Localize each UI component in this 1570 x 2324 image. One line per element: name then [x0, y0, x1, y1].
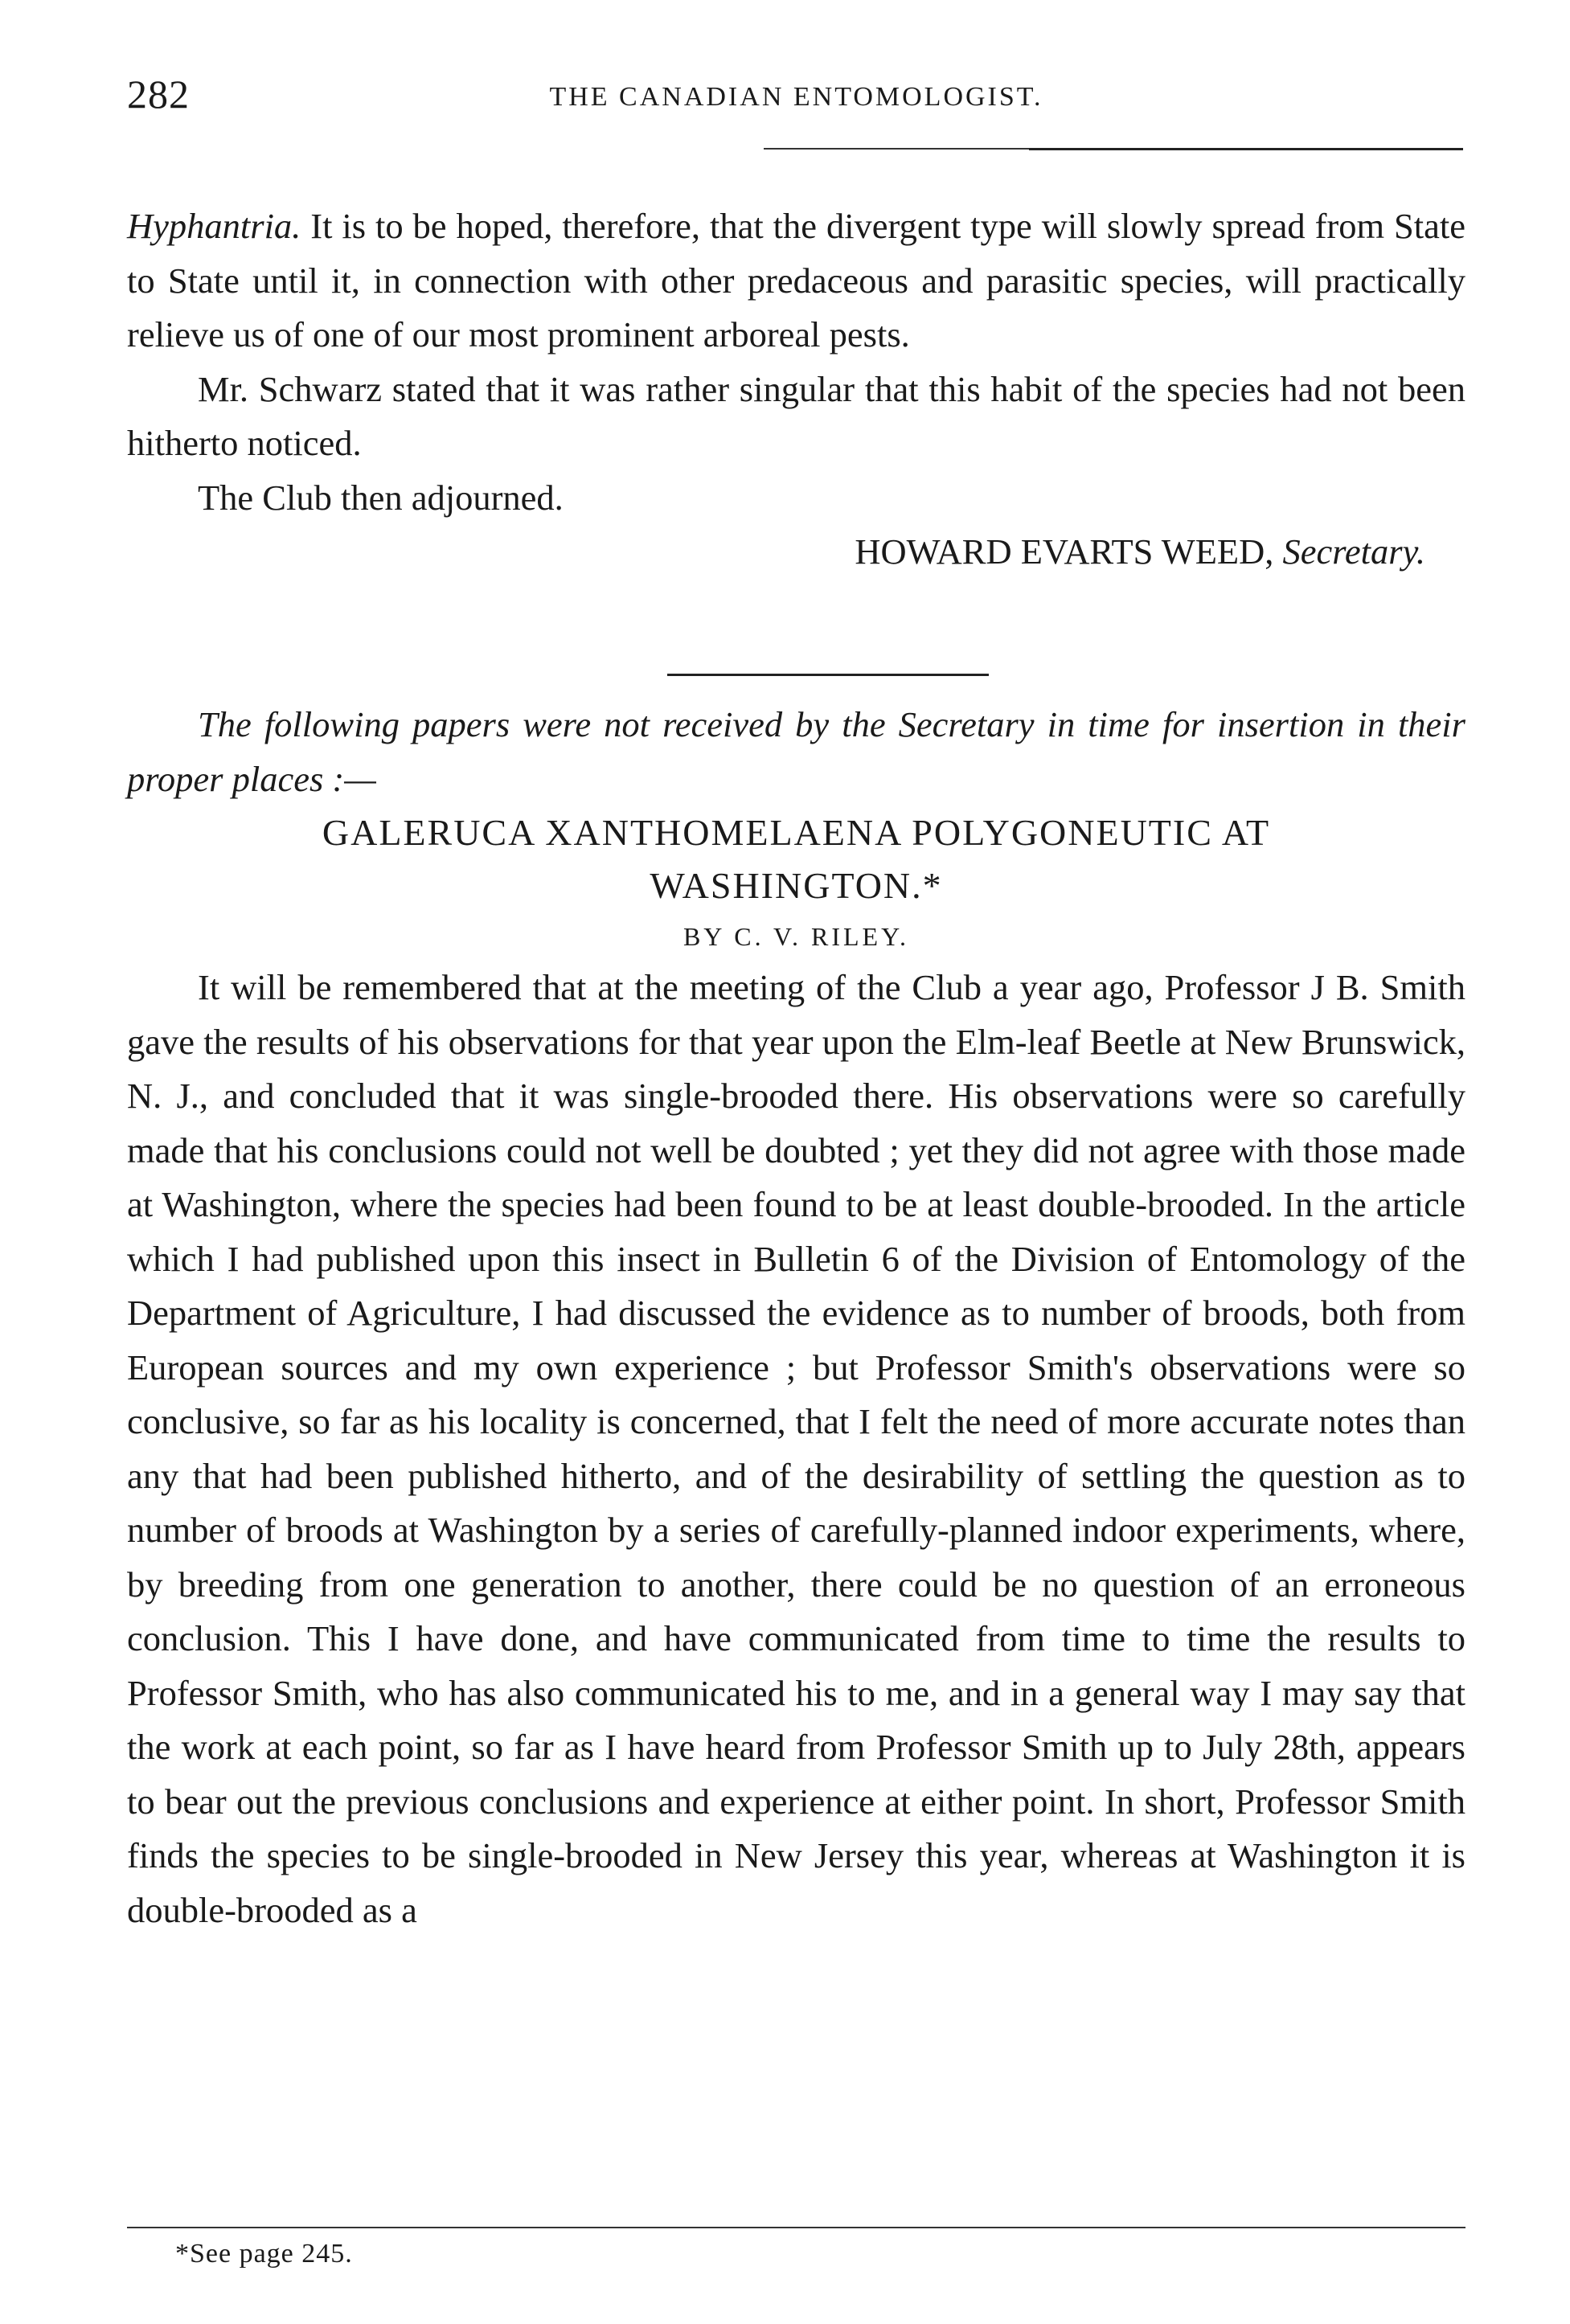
article-title-line-1: GALERUCA XANTHOMELAENA POLYGONEUTIC AT — [322, 812, 1271, 853]
article-body: It will be remembered that at the meeting of the Club a year ago, Professor J B. Smith gave the results of his observations for that year upon the Elm-leaf Beetle at New Brunswick, N. J., and concluded that it was single-brooded there. His observations were so carefully made that his conclusions could not well be doubted ; yet they did not agree with those made at Washington, where the species had been found to be at least double-brooded. In the article which I had published upon this insect in Bulletin 6 of the Division of Entomology of the Department of Agriculture, I had discussed the evidence as to number of broods, both from European sources and my own experience ; but Professor Smith's observations were so conclusive, so far as his locality is concerned, that I felt the need of more accurate notes than any that had been published hitherto, and of the desirability of settling the question as to number of broods at Washington by a series of carefully-planned indoor experiments, where, by breeding from one generation to another, there could be no question of an erroneous conclusion. This I have done, and have communicated from time to time the results to Professor Smith, who has also communicated his to me, and in a general way I may say that the work at each point, so far as I have heard from Professor Smith up to July 28th, appears to bear out the previous conclusions and experience at either point. In short, Professor Smith finds the species to be single-brooded in New Jersey this year, whereas at Washington it is double-brooded as a — [127, 967, 1465, 1930]
page-number: 282 — [127, 72, 190, 117]
secretary-signature: HOWARD EVARTS WEED, Secretary. — [855, 531, 1425, 572]
article-section — [127, 698, 1465, 1937]
intro-paragraph-2: Mr. Schwarz stated that it was rather singular that this habit of the species had not been hitherto noticed. — [127, 368, 1465, 463]
intro-paragraph-1: Hyphantria. It is to be hoped, therefore, that the divergent type will slowly spread from State to State until it, in connection with other predaceous and parasitic species, will practically relieve us of one of our most prominent arboreal pests. — [127, 206, 1465, 355]
footnote-rule — [127, 2227, 1465, 2228]
running-head: THE CANADIAN ENTOMOLOGIST. — [549, 82, 1043, 112]
article-title-line-2: WASHINGTON.* — [650, 865, 943, 906]
genus-name: Hyphantria. — [127, 206, 301, 246]
section-divider — [667, 674, 989, 676]
intro-paragraph-3: The Club then adjourned. — [198, 477, 564, 518]
intro-section — [127, 199, 1465, 580]
article-byline: BY C. V. RILEY. — [683, 922, 910, 951]
footnote: *See page 245. — [175, 2239, 353, 2269]
header-rule-bold — [1029, 148, 1463, 150]
page-header — [127, 71, 1465, 127]
notice-text: The following papers were not received by the Secretary in time for insertion in their proper places :— — [127, 704, 1465, 799]
